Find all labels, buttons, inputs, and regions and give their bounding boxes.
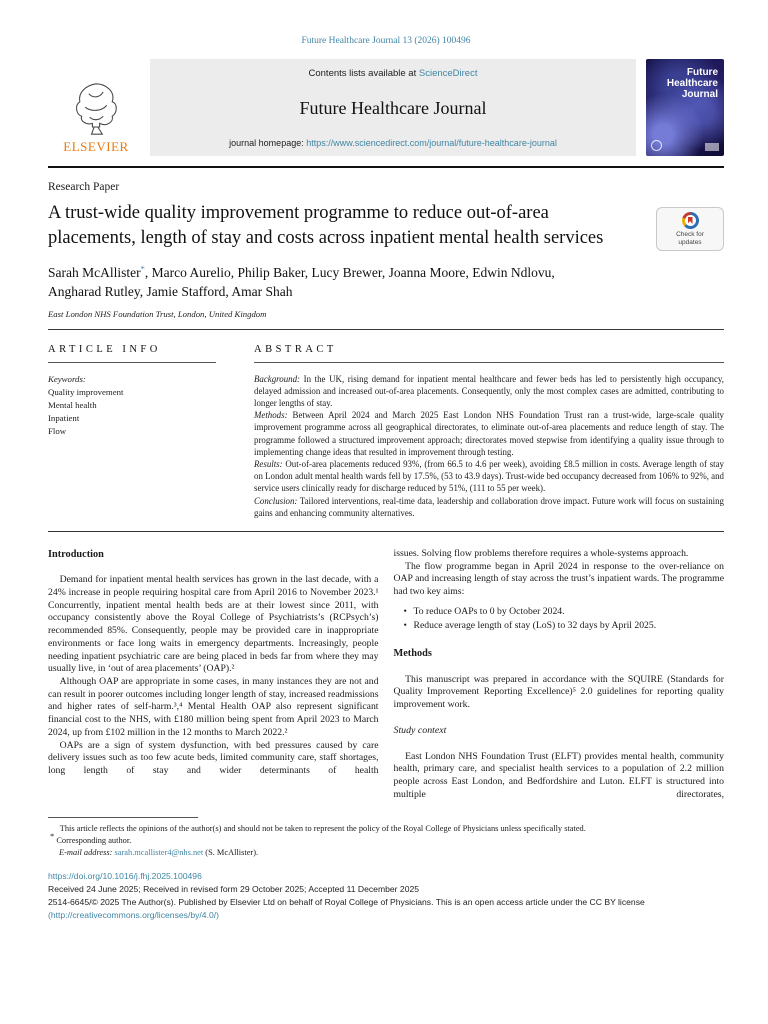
license-link[interactable]: (http://creativecommons.org/licenses/by/4.0/) xyxy=(48,909,219,920)
doi-link[interactable]: https://doi.org/10.1016/j.fhj.2025.100496 xyxy=(48,871,202,882)
intro-paragraph-2: Although OAP are appropriate in some cases, in many instances they are not and can result in poorer outcomes including longer length of stay, increased readmissions and higher rates of self-harm.³,⁴ Mental Health OAP also represent significant financial cost to the NHS, with £180 million being spent from April 2023 to March 2024, up from £102 million in the 12 months to March 2022.² xyxy=(48,675,379,738)
abstract-results: Results: Out-of-area placements reduced 93%, (from 66.5 to 4.6 per week), avoiding £8.5 million in costs. Average length of stay on London adult mental health wards fell by 17.5%, (53 to 43.9 days). Trust-wide bed occupancy decreased from 106% to 92%, and service users clinically ready for discharge reduced by 51%, (111 to 55 per week). xyxy=(254,458,724,494)
footnote-divider xyxy=(48,817,198,818)
copyright-line: 2514-6645/© 2025 The Author(s). Published by Elsevier Ltd on behalf of Royal College of Physicians. This is an open access article under the CC BY license xyxy=(48,897,645,908)
info-abstract-section xyxy=(48,329,724,532)
body-columns xyxy=(48,548,724,802)
body-right-column xyxy=(394,548,725,802)
contents-prefix: Contents lists available at xyxy=(308,68,419,79)
article-info-heading: ARTICLE INFO xyxy=(48,344,216,363)
check-updates-label: Check for updates xyxy=(676,231,704,247)
check-updates-icon xyxy=(682,212,699,229)
email-line xyxy=(48,847,724,859)
title-row xyxy=(48,201,724,251)
cover-title: Future Healthcare Journal xyxy=(666,67,718,101)
abstract-column xyxy=(254,344,724,519)
corresponding-author-note: * Corresponding author. xyxy=(50,831,132,846)
abstract-methods: Methods: Between April 2024 and March 2025 East London NHS Foundation Trust ran a trust-wide, large-scale quality improvement programme across all geographical directorates, to eliminate out-of-area placements and reduce length of stay. The programme followed a structured improvement approach; directorates moved stepwise from identifying a quality issue through to implementing change ideas that resulted in improvement through testing. xyxy=(254,410,724,457)
aim-item: • To reduce OAPs to 0 by October 2024. xyxy=(404,606,725,619)
article-title: A trust-wide quality improvement programme to reduce out-of-area placements, length of stay and costs across inpatient mental health services xyxy=(48,203,604,249)
elsevier-logo[interactable] xyxy=(48,59,144,156)
masthead-center xyxy=(150,59,636,156)
keywords-label: Keywords: xyxy=(48,373,86,384)
article-category: Research Paper xyxy=(48,181,120,193)
methods-heading: Methods xyxy=(393,648,432,660)
study-context-paragraph: East London NHS Foundation Trust (ELFT) provides mental health, community health, primary care, and specialist health services to a population of 2.2 million people across East London, and Bedfordshire and Luton. ELFT is structured into multiple directorates, xyxy=(393,750,724,800)
abstract-heading: ABSTRACT xyxy=(254,344,724,363)
abstract-background: Background: In the UK, rising demand for inpatient mental healthcare and fewer beds has led to persistently high occupancy, delayed admission and increased out-of-area placements. Consequently, only the most complex cases are admitted, contributing to longer lengths of stay. xyxy=(254,373,724,408)
footnote-asterisk: * xyxy=(50,831,55,842)
elsevier-tree-icon xyxy=(69,80,123,138)
elsevier-wordmark: ELSEVIER xyxy=(63,139,129,154)
check-for-updates-badge[interactable] xyxy=(656,207,724,251)
cover-footer-logos xyxy=(651,140,719,151)
intro-paragraph-1: Demand for inpatient mental health services has grown in the last decade, with a 24% increase in people requiring hospital care from April 2016 to November 2023.¹ Concurrently, inpatient mental health beds are at their lowest since 2011, with occupancy consistently above the Royal College of Psychiatrists’s (RCPsych’s) recommended 85%. Consequently, people may be provided care in inappropriate environments or face long waits in emergency departments. Increasingly, people needing inpatient psychiatric care are being placed in beds far from where they may usually live, in ‘out of area placements’ (OAP).² xyxy=(48,574,379,675)
introduction-heading: Introduction xyxy=(48,548,104,560)
journal-citation: Future Healthcare Journal 13 (2026) 100496 xyxy=(301,36,471,46)
email-label: E-mail address: xyxy=(59,848,115,858)
corresponding-author-mark: * xyxy=(140,263,145,274)
policy-footnote: This article reflects the opinions of the author(s) and should not be taken to represent the policy of the Royal College of Physicians unless specifically stated. xyxy=(59,824,586,834)
affiliation: East London NHS Foundation Trust, London, United Kingdom xyxy=(48,308,267,319)
body-left-column xyxy=(48,548,379,802)
intro-paragraph-3: OAPs are a sign of system dysfunction, with bed pressures caused by care delivery issues such as too few acute beds, limited community care, staff shortages, long length of stay and wider determinants of health xyxy=(48,739,379,776)
email-suffix: (S. McAllister). xyxy=(203,848,259,858)
keyword: Flow xyxy=(48,426,67,437)
cover-publisher-mark-icon xyxy=(705,143,719,151)
homepage-prefix: journal homepage: xyxy=(229,138,307,148)
authors-line2: Angharad Rutley, Jamie Stafford, Amar Shah xyxy=(48,284,293,300)
continuation-paragraph: issues. Solving flow problems therefore requires a whole-systems approach. xyxy=(393,547,689,559)
cover-crest-icon xyxy=(651,140,662,151)
sciencedirect-link[interactable]: ScienceDirect xyxy=(418,68,478,79)
homepage-url-link[interactable]: https://www.sciencedirect.com/journal/future-healthcare-journal xyxy=(306,138,557,148)
journal-title: Future Healthcare Journal xyxy=(299,98,487,118)
contents-line xyxy=(154,68,632,79)
received-dates: Received 24 June 2025; Received in revised form 29 October 2025; Accepted 11 December 2025 xyxy=(48,884,420,895)
email-link[interactable]: sarah.mcallister4@nhs.net xyxy=(114,848,204,858)
authors-line1: , Marco Aurelio, Philip Baker, Lucy Brewer, Joanna Moore, Edwin Ndlovu, xyxy=(144,265,555,281)
aim-item: • Reduce average length of stay (LoS) to 32 days by April 2025. xyxy=(404,620,725,633)
author-list xyxy=(48,263,724,301)
methods-paragraph: This manuscript was prepared in accordance with the SQUIRE (Standards for Quality Improvement Reporting Excellence)⁵ 2.0 guidelines for reporting quality improvement work. xyxy=(393,673,724,710)
keyword: Quality improvement xyxy=(48,386,124,397)
study-context-heading: Study context xyxy=(393,724,447,736)
abstract-conclusion: Conclusion: Tailored interventions, real-time data, leadership and collaboration drove impact. Future work will focus on sustaining gains and enhancing community alternatives. xyxy=(254,495,724,518)
masthead-divider xyxy=(48,166,724,168)
keyword: Mental health xyxy=(48,400,97,410)
homepage-line xyxy=(154,138,632,148)
author-first: Sarah McAllister xyxy=(48,265,141,281)
programme-aims-list xyxy=(394,606,725,633)
article-info-column xyxy=(48,344,216,519)
masthead-banner xyxy=(48,59,724,156)
keyword: Inpatient xyxy=(48,413,80,424)
footnote-block xyxy=(48,817,724,859)
imprint-block xyxy=(48,870,724,922)
journal-cover-thumbnail[interactable] xyxy=(646,59,724,156)
flow-programme-paragraph: The flow programme began in April 2024 in response to the over-reliance on OAP and increasing length of stay across the trust’s inpatient wards. The programme had two key aims: xyxy=(393,560,724,597)
